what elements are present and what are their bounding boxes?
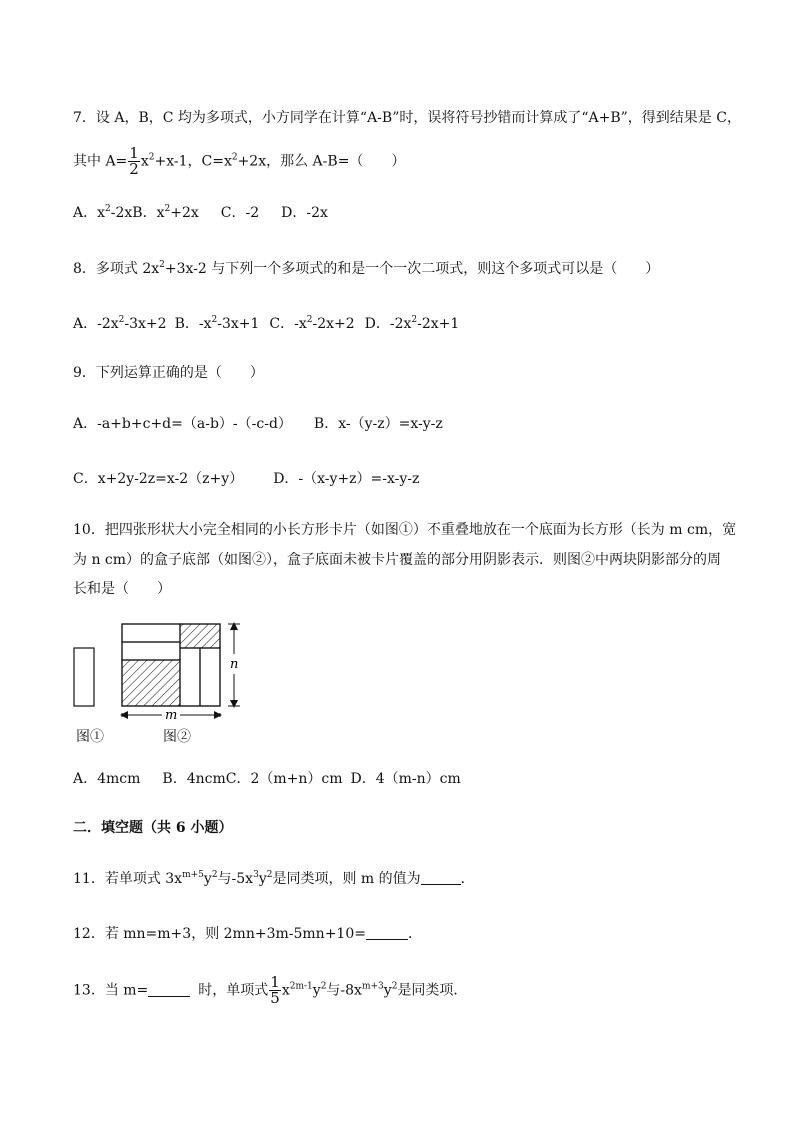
q9-option-a: A．-a+b+c+d=（a-b）-（-c-d） <box>73 416 292 432</box>
q10-line1: 10．把四张形状大小完全相同的小长方形卡片（如图①）不重叠地放在一个底面为长方形（长为 m cm，宽 <box>73 522 737 538</box>
fig2-shade-left <box>122 660 180 706</box>
fig2-card-right1 <box>180 648 200 706</box>
q11-answer-blank[interactable] <box>421 870 461 885</box>
q9-option-b: B．x-（y-z）=x-y-z <box>313 416 443 432</box>
q9-option-d: D．-（x-y+z）=-x-y-z <box>273 471 420 487</box>
q7-line1: 7．设 A，B，C 均为多项式，小方同学在计算“A-B”时，误将符号抄错而计算成了“A+B”，得到结果是 C， <box>73 110 741 126</box>
q7-exp1: 2 <box>148 152 155 163</box>
q9-options-row1 <box>73 414 443 434</box>
q7-pre: 其中 A= <box>73 153 128 170</box>
fig1-label: 图① <box>76 729 104 745</box>
q7-option-a: A．$x^2-2x$ <box>73 204 133 221</box>
q10-option-d: D．4（m-n）cm <box>350 771 461 787</box>
q12-answer-blank[interactable] <box>366 925 408 940</box>
q8-option-b: B．$-x^2-3x+1$ <box>174 315 260 332</box>
q7-exp2: 2 <box>231 152 238 163</box>
fig2-label: 图② <box>163 729 191 745</box>
fig1-card <box>74 648 94 706</box>
q10-line2: 为 n cm）的盒子底部（如图②），盒子底面未被卡片覆盖的部分用阴影表示．则图②中两块阴影部分的周 <box>73 552 722 568</box>
q9-options-row2 <box>73 469 419 489</box>
q13-fraction: $\frac{1}{5}$ <box>270 973 280 1007</box>
q10-line3: 长和是（ ） <box>73 581 171 597</box>
q9-option-c: C．x+2y-2z=x-2（z+y） <box>73 471 244 487</box>
q7-x: x <box>140 153 149 170</box>
q10-option-a: A．4mcm <box>73 771 141 787</box>
q13: 13．当 m= 时，单项式 $\frac{1}{5}$ $x^{2m-1}y^2$与$-8x^{m+3}y^2$是同类项． <box>73 973 468 1007</box>
q7-options <box>73 203 328 223</box>
q11: 11．若单项式 $3x^{m+5}y^2$与$-5x^3y^2$是同类项，则 m 的值为 ． <box>73 870 475 887</box>
q10-options <box>73 769 461 789</box>
fig2-card-top1 <box>122 624 180 642</box>
q10-option-c: C．2（m+n）cm <box>225 771 343 787</box>
q7-line2 <box>73 146 405 177</box>
q8-option-d: D．$-2x^2-2x+1$ <box>364 315 460 332</box>
q7-option-d: D．-2x <box>281 205 328 221</box>
q7-mid1: +x-1，C=x <box>154 153 232 170</box>
q10-figures <box>70 618 260 728</box>
fig2-card-right2 <box>200 648 220 706</box>
section2-title: 二．填空题（共 6 小题） <box>73 820 233 836</box>
q7-fraction <box>128 146 140 177</box>
q12: 12．若 mn=m+3，则 2mn+3m-5mn+10= ． <box>73 926 422 942</box>
q7-frac-num: 1 <box>129 144 139 162</box>
q8-options <box>73 314 459 334</box>
q13-answer-blank[interactable] <box>148 982 190 997</box>
q8-option-c: C．$-x^2-2x+2$ <box>269 315 355 332</box>
q7-post: +2x，那么 A-B=（ ） <box>237 153 406 170</box>
q8-stem: 8．多项式 $2x^2+3x-2$ 与下列一个多项式的和是一个一次二项式，则这个多项式可以是（ ） <box>73 260 660 277</box>
fig2-card-top2 <box>122 642 180 660</box>
fig2-shade-right <box>180 624 220 648</box>
q7-option-c: C．-2 <box>220 205 260 221</box>
q9-stem: 9．下列运算正确的是（ ） <box>73 365 264 381</box>
q8-option-a: A．$-2x^2-3x+2$ <box>73 315 167 332</box>
q7-frac-den: 2 <box>129 160 139 178</box>
q10-option-b: B．4ncm <box>162 771 226 787</box>
label-m: m <box>165 708 178 723</box>
label-n: n <box>230 657 239 672</box>
q7-option-b: B．$x^2+2x$ <box>132 204 199 221</box>
